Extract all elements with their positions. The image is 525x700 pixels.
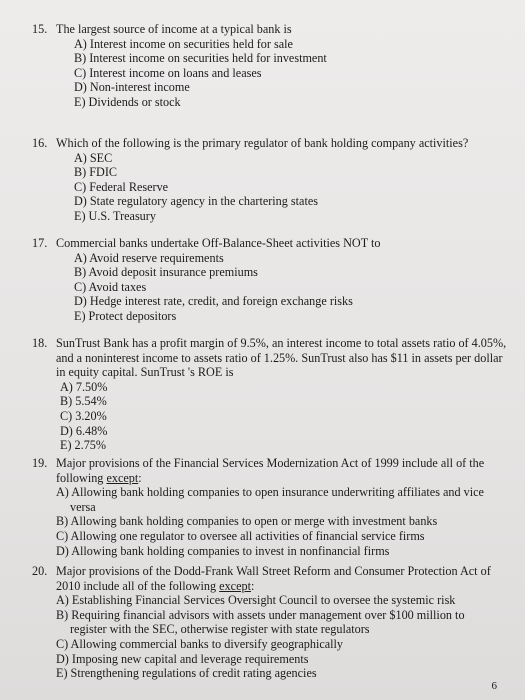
question-number: 17. [32,236,48,250]
options-list [60,380,508,453]
option-c: C) Interest income on loans and leases [74,65,262,80]
question-stem [56,456,512,485]
option-d: D) State regulatory agency in the chartering states [74,194,318,209]
option-b-continued: register with the SEC, otherwise register with state regulators [70,622,370,637]
option-c: C) 3.20% [60,408,107,423]
option-b: B) Requiring financial advisors with assets under management over $100 million to [56,607,465,622]
stem-except: except [219,578,251,593]
option-e: E) Protect depositors [74,308,177,323]
option-a: A) Establishing Financial Services Oversight Council to oversee the systemic risk [56,593,456,608]
option-b: B) Interest income on securities held for investment [74,51,327,66]
option-c: C) Avoid taxes [74,279,147,294]
options-list [74,251,432,324]
question-17 [32,236,432,324]
option-e: E) Dividends or stock [74,94,181,109]
question-number: 20. [32,564,48,578]
option-a: A) SEC [74,150,113,165]
question-stem: Commercial banks undertake Off-Balance-Sheet activities NOT to [56,236,381,250]
option-d: D) Imposing new capital and leverage requirements [56,651,309,666]
stem-text: Major provisions of the Financial Services Modernization Act of 1999 include all of the following [56,456,485,485]
option-d: D) Allowing bank holding companies to invest in nonfinancial firms [56,543,390,558]
question-20 [32,564,508,681]
option-a: A) Avoid reserve requirements [74,250,224,265]
stem-text: Major provisions of the Dodd-Frank Wall Street Reform and Consumer Protection Act of 2010 include all of the following [56,564,491,593]
option-b: B) FDIC [74,165,118,180]
question-15 [32,22,362,110]
question-stem: The largest source of income at a typical bank is [56,22,292,36]
option-b: B) Avoid deposit insurance premiums [74,265,258,280]
question-16 [32,136,512,224]
option-d: D) Hedge interest rate, credit, and foreign exchange risks [74,294,353,309]
question-number: 18. [32,336,48,350]
options-list [56,593,508,681]
option-e: E) 2.75% [60,438,107,453]
page-number: 6 [491,680,497,692]
option-c: C) Allowing commercial banks to diversify geographically [56,636,344,651]
option-d: D) Non-interest income [74,80,190,95]
option-e: E) Strengthening regulations of credit rating agencies [56,666,317,681]
option-a: A) Interest income on securities held for sale [74,36,293,51]
stem-colon: : [138,470,142,485]
stem-except: except [106,470,139,485]
question-number: 15. [32,22,48,36]
options-list [74,37,362,110]
option-b: B) 5.54% [60,394,107,409]
option-c: C) Federal Reserve [74,179,169,194]
question-19 [32,456,512,558]
option-b: B) Allowing bank holding companies to open or merge with investment banks [56,514,438,529]
question-number: 16. [32,136,48,150]
options-list [74,151,512,224]
options-list [56,485,512,558]
option-e: E) U.S. Treasury [74,208,156,223]
question-stem: Which of the following is the primary regulator of bank holding company activities? [56,136,469,150]
option-a: A) 7.50% [60,379,108,394]
question-stem [56,564,508,593]
option-d: D) 6.48% [60,423,108,438]
stem-colon: : [250,578,255,593]
option-a: A) Allowing bank holding companies to open insurance underwriting affiliates and vice versa [56,485,484,514]
option-c: C) Allowing one regulator to oversee all activities of financial service firms [56,528,425,543]
question-stem: SunTrust Bank has a profit margin of 9.5%, an interest income to total assets ratio of 4.05%, and a noninterest income to assets ratio of 1.25%. SunTrust also has $11 in assets per dollar in equity capital. SunTrust 's ROE is [56,336,507,380]
question-number: 19. [32,456,48,470]
question-18 [32,336,508,453]
